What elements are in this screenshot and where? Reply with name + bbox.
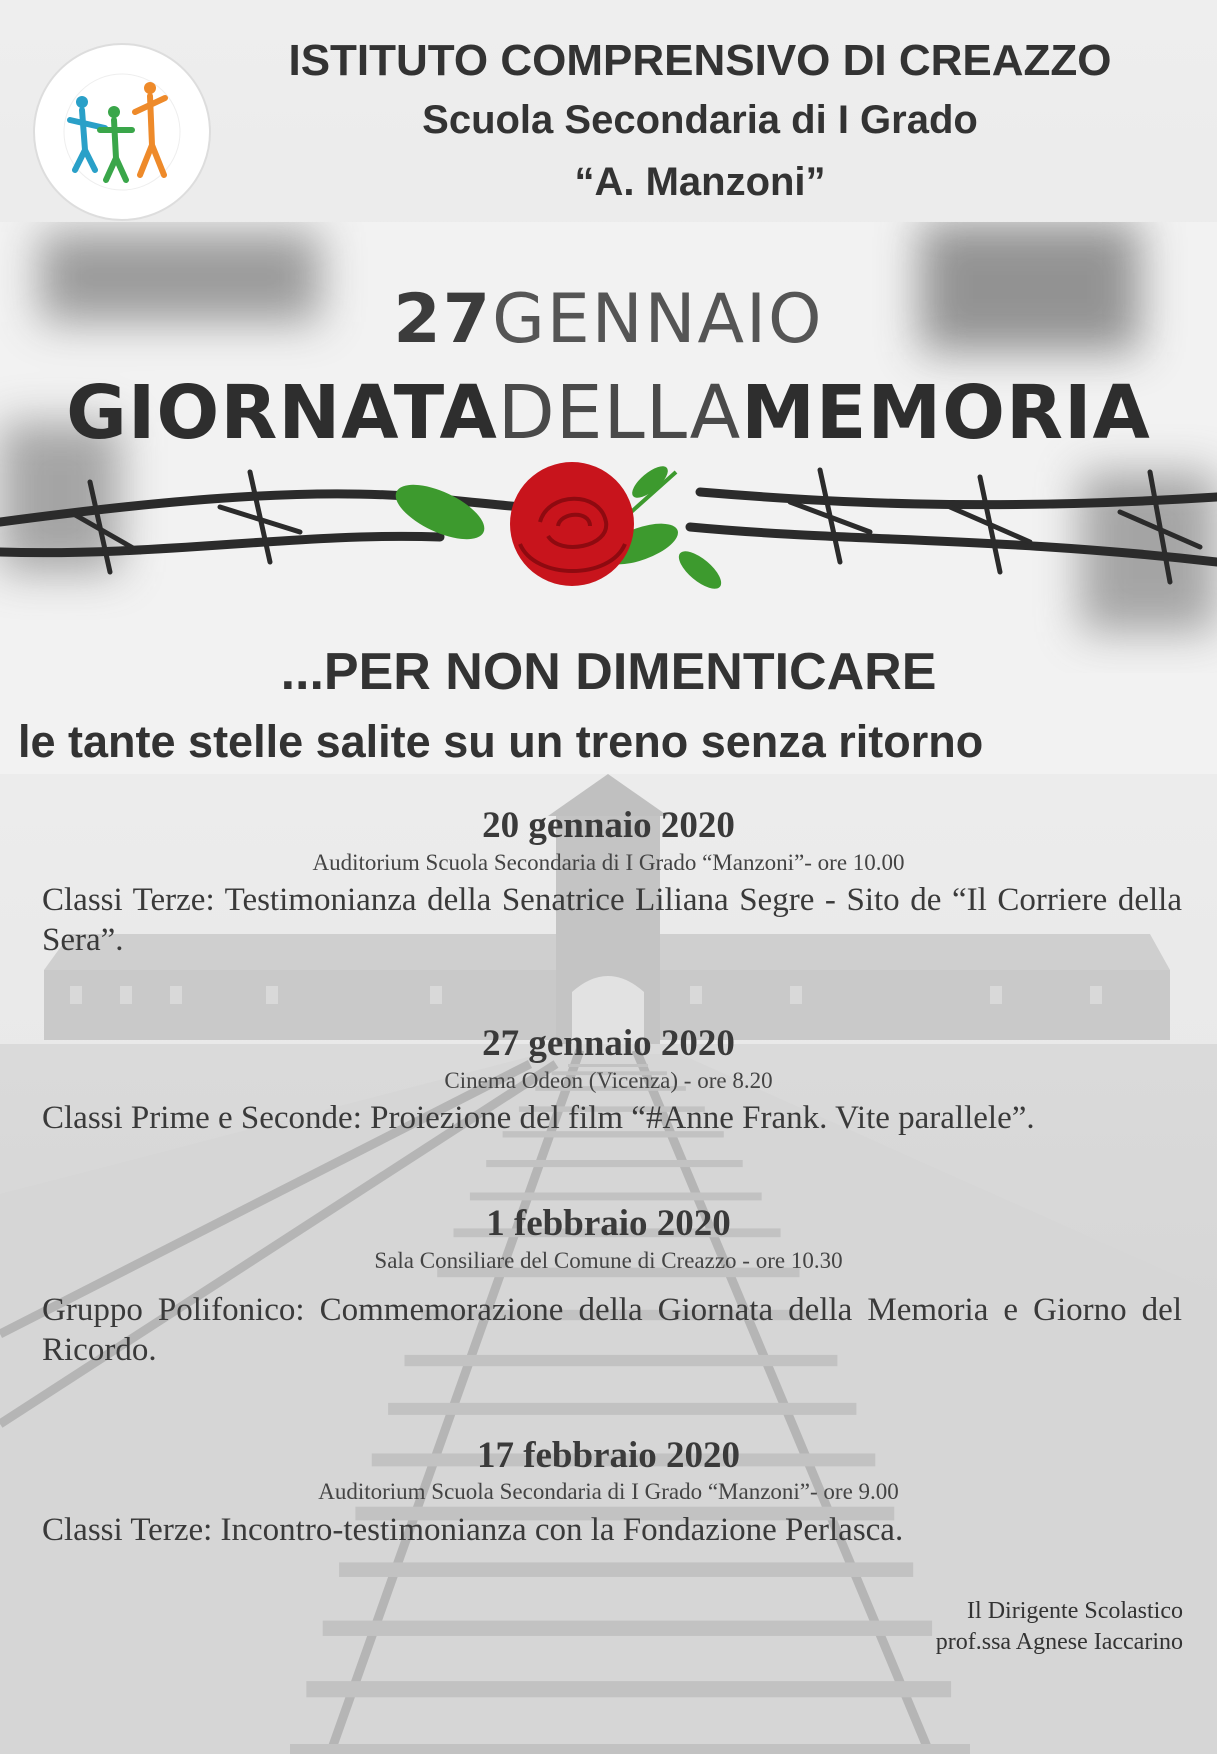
signature-block	[936, 1596, 1183, 1658]
banner-day: 27	[393, 280, 493, 359]
memorial-banner	[0, 222, 1217, 774]
event-place: Auditorium Scuola Secondaria di I Grado “Manzoni”- ore 10.00	[312, 850, 905, 875]
barbed-wire-with-rose	[0, 452, 1217, 612]
event-place: Auditorium Scuola Secondaria di I Grado “Manzoni”- ore 9.00	[318, 1479, 899, 1504]
slogan-subline: le tante stelle salite su un treno senza ritorno	[18, 716, 984, 767]
event-description: Gruppo Polifonico: Commemorazione della Giornata della Memoria e Giorno del Ricordo.	[42, 1292, 1182, 1368]
event-place: Cinema Odeon (Vicenza) - ore 8.20	[444, 1068, 773, 1093]
railway-sleeper	[323, 1621, 932, 1636]
school-level: Scuola Secondaria di I Grado	[422, 98, 978, 142]
event-description: Classi Prime e Seconde: Proiezione del film “#Anne Frank. Vite parallele”.	[42, 1100, 1035, 1136]
railway-sleeper	[290, 1744, 970, 1754]
railway-sleeper	[339, 1562, 913, 1577]
school-logo	[30, 40, 215, 225]
railway-sleeper	[388, 1403, 856, 1415]
event-place: Sala Consiliare del Comune di Creazzo - ore 10.30	[374, 1248, 843, 1273]
banner-word-2: DELLA	[497, 370, 742, 456]
banner-title	[0, 370, 1217, 456]
event-date: 20 gennaio 2020	[482, 805, 735, 846]
event-date: 1 febbraio 2020	[486, 1203, 731, 1244]
event-date: 17 febbraio 2020	[476, 1435, 741, 1476]
railway-sleeper	[470, 1192, 762, 1200]
event-description: Classi Terze: Incontro-testimonianza con la Fondazione Perlasca.	[42, 1512, 904, 1548]
event-date: 27 gennaio 2020	[482, 1023, 735, 1064]
banner-word-1: GIORNATA	[66, 370, 498, 456]
school-name: ISTITUTO COMPRENSIVO DI CREAZZO	[288, 36, 1112, 85]
slogan-headline: ...PER NON DIMENTICARE	[280, 643, 937, 701]
banner-date	[0, 280, 1217, 359]
signature-name: prof.ssa Agnese Iaccarino	[935, 1629, 1183, 1655]
railway-sleeper	[306, 1681, 951, 1697]
banner-month: GENNAIO	[492, 280, 824, 359]
railway-sleeper	[486, 1160, 742, 1167]
event-description: Classi Terze: Testimonianza della Senatrice Liliana Segre - Sito de “Il Corriere della Sera”.	[42, 882, 1182, 958]
signature-role: Il Dirigente Scolastico	[967, 1598, 1183, 1624]
school-title: “A. Manzoni”	[574, 160, 826, 204]
banner-word-3: MEMORIA	[741, 370, 1151, 456]
